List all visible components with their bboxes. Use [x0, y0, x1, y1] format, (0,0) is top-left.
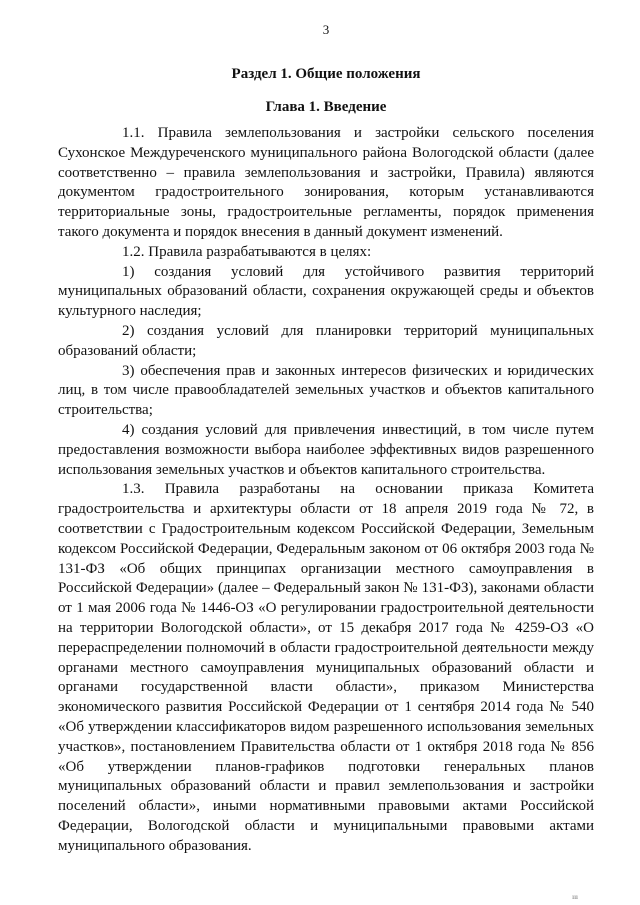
paragraph-text: Правила землепользования и застройки сельского поселения Сухонское Междуреченского муниципального района Вологодской области (далее соответственно – правила землепользования и застройки, Правила) являются документом градостроительного зонирования, которым устанавливаются территориальные зоны, градостроительные регламенты, порядок применения такого документа и порядок внесения в данный документ изменений. [58, 125, 594, 240]
list-item-number: 3) [122, 362, 135, 379]
paragraph-number: 1.3. [122, 481, 145, 498]
list-item-number: 1) [122, 263, 135, 280]
list-item-1 [58, 263, 594, 322]
list-item-number: 4) [122, 421, 135, 438]
list-item-3 [58, 362, 594, 421]
chapter-title: Глава 1. Введение [265, 99, 387, 115]
paragraph-text: Правила разработаны на основании приказа Комитета градостроительства и архитектуры области от 18 апреля 2019 года № 72, в соответствии с Градостроительным кодексом Российской Федерации, Земельным кодексом Российской Федерации, Федеральным законом от 06 октября 2003 года № 131-ФЗ «Об общих принципах организации местного самоуправления в Российской Федерации» (далее – Федеральный закон № 131-ФЗ), законами области от 1 мая 2006 года № 1446-ОЗ «О регулировании градостроительной деятельности на территории Вологодской области», от 15 декабря 2017 года № 4259-ОЗ «О перераспределении полномочий в области градостроительной деятельности между органами местного самоуправления муниципальных образований области и органами государственной власти области», приказом Министерства экономического развития Российской Федерации от 1 сентября 2014 года № 540 «Об утверждении классификаторов видом разрешенного использования земельных участков», постановлением Правительства области от 1 октября 2018 года № 856 «Об утверждении планов-графиков подготовки генеральных планов муниципальных образований области и правил землепользования и застройки поселений области», иными нормативными правовыми актами Российской Федерации, Вологодской области и муниципальными правовыми актами муниципального образования. [58, 481, 594, 854]
paragraph-text: Правила разрабатываются в целях: [148, 243, 372, 260]
paragraph-1-2 [58, 243, 594, 263]
list-item-2 [58, 322, 594, 362]
paragraph-number: 1.2. [122, 243, 145, 260]
section-title: Раздел 1. Общие положения [231, 66, 421, 82]
list-item-text: создания условий для планировки территорий муниципальных образований области; [58, 322, 595, 359]
list-item-text: создания условий для устойчивого развития территорий муниципальных образований области, сохранения окружающей среды и объектов культурного наследия; [58, 263, 595, 320]
document-body [58, 124, 594, 856]
paragraph-1-3 [58, 480, 594, 856]
page-number: 3 [322, 22, 330, 37]
list-item-number: 2) [122, 322, 135, 339]
paragraph-1-1 [58, 124, 594, 243]
scan-mark: ııı [572, 893, 578, 901]
paragraph-number: 1.1. [122, 125, 145, 141]
list-item-text: создания условий для привлечения инвестиций, в том числе путем предоставления возможности выбора наиболее эффективных видов разрешенного использования земельных участков и объектов капитального строительства. [58, 421, 595, 478]
list-item-text: обеспечения прав и законных интересов физических и юридических лиц, в том числе правообладателей земельных участков и объектов капитального строительства; [58, 362, 594, 419]
list-item-4 [58, 421, 594, 480]
